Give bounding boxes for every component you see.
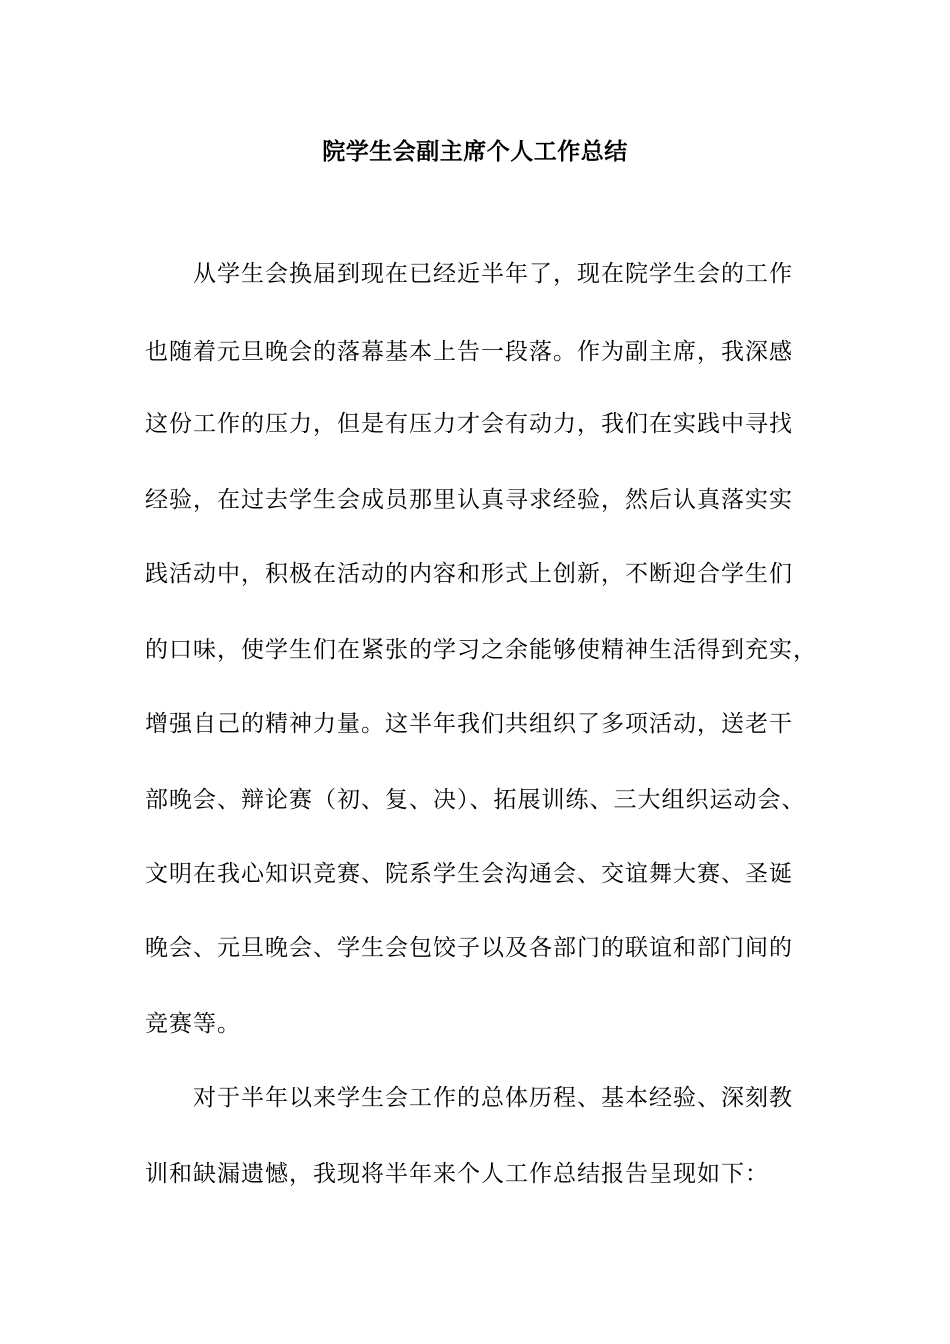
text-line: 从学生会换届到现在已经近半年了，现在院学生会的工作 bbox=[193, 261, 793, 287]
text-line: 这份工作的压力，但是有压力才会有动力，我们在实践中寻找 bbox=[145, 411, 793, 437]
text-line: 部晚会、辩论赛（初、复、决）、拓展训练、三大组织运动会、 bbox=[145, 787, 806, 813]
text-line: 经验，在过去学生会成员那里认真寻求经验，然后认真落实实 bbox=[145, 487, 793, 513]
document-title: 院学生会副主席个人工作总结 bbox=[322, 138, 628, 165]
text-line: 践活动中，积极在活动的内容和形式上创新，不断迎合学生们 bbox=[145, 561, 793, 587]
text-line: 晚会、元旦晚会、学生会包饺子以及各部门的联谊和部门间的 bbox=[145, 935, 793, 961]
text-line: 也随着元旦晚会的落幕基本上告一段落。作为副主席，我深感 bbox=[145, 339, 793, 365]
text-line: 竞赛等。 bbox=[145, 1011, 241, 1037]
text-line: 的口味，使学生们在紧张的学习之余能够使精神生活得到充实， bbox=[145, 637, 817, 663]
text-line: 增强自己的精神力量。这半年我们共组织了多项活动，送老干 bbox=[145, 711, 793, 737]
text-line: 对于半年以来学生会工作的总体历程、基本经验、深刻教 bbox=[193, 1085, 793, 1111]
text-line: 训和缺漏遗憾，我现将半年来个人工作总结报告呈现如下： bbox=[145, 1161, 769, 1187]
text-line: 文明在我心知识竞赛、院系学生会沟通会、交谊舞大赛、圣诞 bbox=[145, 861, 793, 887]
